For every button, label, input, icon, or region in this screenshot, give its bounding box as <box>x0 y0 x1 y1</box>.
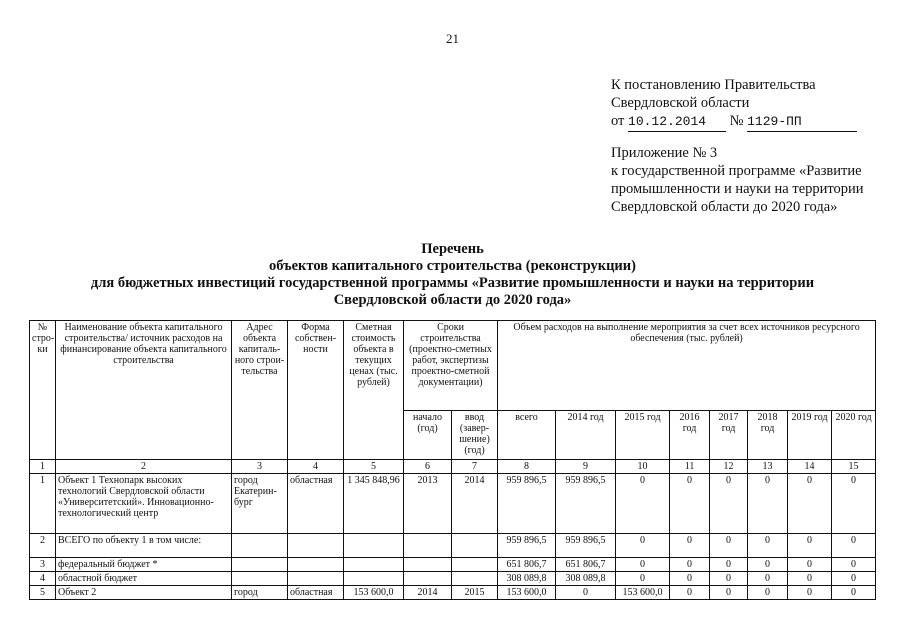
row-2016: 0 <box>670 586 710 600</box>
row-num: 3 <box>30 558 56 572</box>
row-2018: 0 <box>748 572 788 586</box>
row-start <box>404 558 452 572</box>
table-header <box>30 321 876 474</box>
row-end: 2015 <box>452 586 498 600</box>
row-name: федеральный бюджет * <box>56 558 232 572</box>
column-number: 12 <box>710 460 748 474</box>
row-2017: 0 <box>710 572 748 586</box>
row-2018: 0 <box>748 474 788 534</box>
row-end <box>452 534 498 558</box>
row-2018: 0 <box>748 586 788 600</box>
row-2019: 0 <box>788 474 832 534</box>
decree-line-1: К постановлению Правительства <box>611 77 816 93</box>
row-2020: 0 <box>832 534 876 558</box>
header-2014: 2014 год <box>556 411 616 460</box>
table-row <box>30 558 876 572</box>
row-end <box>452 558 498 572</box>
row-2015: 0 <box>616 534 670 558</box>
row-2019: 0 <box>788 534 832 558</box>
decree-date-line <box>611 112 857 132</box>
row-num: 1 <box>30 474 56 534</box>
document-title <box>50 241 855 309</box>
column-number: 11 <box>670 460 710 474</box>
header-2016: 2016 год <box>670 411 710 460</box>
column-number: 5 <box>344 460 404 474</box>
row-address <box>232 572 288 586</box>
row-name: Объект 2 <box>56 586 232 600</box>
row-2020: 0 <box>832 586 876 600</box>
table-body <box>30 474 876 600</box>
column-number: 14 <box>788 460 832 474</box>
row-start <box>404 572 452 586</box>
header-cost: Сметная стоимость объекта в текущих ценах (тыс. рублей) <box>344 321 404 460</box>
column-number: 6 <box>404 460 452 474</box>
column-number: 15 <box>832 460 876 474</box>
header-name: Наименование объекта капитального строительства/ источник расходов на финансирование объекта капитального строительства <box>56 321 232 460</box>
column-number: 13 <box>748 460 788 474</box>
row-cost <box>344 534 404 558</box>
row-2018: 0 <box>748 558 788 572</box>
column-number-row <box>30 460 876 474</box>
row-2017: 0 <box>710 534 748 558</box>
row-total: 959 896,5 <box>498 534 556 558</box>
table-row <box>30 474 876 534</box>
row-end: 2014 <box>452 474 498 534</box>
header-num: № стро-ки <box>30 321 56 460</box>
column-number: 4 <box>288 460 344 474</box>
row-cost: 153 600,0 <box>344 586 404 600</box>
page-number: 21 <box>446 31 459 46</box>
column-number: 2 <box>56 460 232 474</box>
header-commission: ввод (завер-шение) (год) <box>452 411 498 460</box>
row-ownership <box>288 558 344 572</box>
header-2019: 2019 год <box>788 411 832 460</box>
row-2017: 0 <box>710 474 748 534</box>
row-name: Объект 1 Технопарк высоких технологий Свердловской области «Университетский». Инновационно-технологический центр <box>56 474 232 534</box>
row-ownership: областная <box>288 586 344 600</box>
row-cost <box>344 572 404 586</box>
row-start: 2014 <box>404 586 452 600</box>
header-2015: 2015 год <box>616 411 670 460</box>
column-number: 8 <box>498 460 556 474</box>
row-2014: 959 896,5 <box>556 474 616 534</box>
row-num: 5 <box>30 586 56 600</box>
row-2014: 308 089,8 <box>556 572 616 586</box>
header-volume: Объем расходов на выполнение мероприятия за счет всех источников ресурсного обеспечения (тыс. рублей) <box>498 321 876 411</box>
row-end <box>452 572 498 586</box>
row-ownership <box>288 534 344 558</box>
decree-number: 1129-ПП <box>747 114 802 129</box>
table-row <box>30 586 876 600</box>
row-2014: 651 806,7 <box>556 558 616 572</box>
title-line-4: Свердловской области до 2020 года» <box>333 292 572 308</box>
row-2014: 0 <box>556 586 616 600</box>
decree-number-prefix: № <box>729 113 744 129</box>
row-total: 959 896,5 <box>498 474 556 534</box>
row-start: 2013 <box>404 474 452 534</box>
row-2015: 0 <box>616 474 670 534</box>
appendix-line-2: к государственной программе «Развитие промышленности и науки на территории Свердловской области до 2020 года» <box>611 163 864 215</box>
row-ownership: областная <box>288 474 344 534</box>
row-ownership <box>288 572 344 586</box>
row-2020: 0 <box>832 558 876 572</box>
title-line-3: для бюджетных инвестиций государственной программы «Развитие промышленности и науки на территории <box>90 275 815 291</box>
header-terms: Сроки строительства (проектно-сметных работ, экспертизы проектно-сметной документации) <box>404 321 498 411</box>
row-address <box>232 558 288 572</box>
row-name: областной бюджет <box>56 572 232 586</box>
column-number: 10 <box>616 460 670 474</box>
row-2020: 0 <box>832 572 876 586</box>
decree-line-2: Свердловской области <box>611 95 750 111</box>
row-2016: 0 <box>670 474 710 534</box>
row-2016: 0 <box>670 558 710 572</box>
column-number: 1 <box>30 460 56 474</box>
row-address: город Екатерин-бург <box>232 474 288 534</box>
row-2015: 0 <box>616 558 670 572</box>
decree-date-prefix: от <box>611 113 625 129</box>
row-num: 2 <box>30 534 56 558</box>
row-address: город <box>232 586 288 600</box>
row-2014: 959 896,5 <box>556 534 616 558</box>
header-2020: 2020 год <box>832 411 876 460</box>
column-number: 9 <box>556 460 616 474</box>
column-number: 7 <box>452 460 498 474</box>
row-2019: 0 <box>788 586 832 600</box>
decree-date: 10.12.2014 <box>628 114 707 129</box>
row-cost <box>344 558 404 572</box>
header-total: всего <box>498 411 556 460</box>
row-2016: 0 <box>670 572 710 586</box>
row-2015: 153 600,0 <box>616 586 670 600</box>
row-address <box>232 534 288 558</box>
table-row <box>30 572 876 586</box>
header-address: Адрес объекта капиталь-ного строи-тельства <box>232 321 288 460</box>
row-name: ВСЕГО по объекту 1 в том числе: <box>56 534 232 558</box>
objects-table <box>29 320 876 600</box>
row-2018: 0 <box>748 534 788 558</box>
title-line-1: Перечень <box>421 241 484 257</box>
row-2016: 0 <box>670 534 710 558</box>
header-ownership: Форма собствен-ности <box>288 321 344 460</box>
table-row <box>30 534 876 558</box>
title-line-2: объектов капитального строительства (реконструкции) <box>269 258 636 274</box>
row-num: 4 <box>30 572 56 586</box>
header-2018: 2018 год <box>748 411 788 460</box>
row-2017: 0 <box>710 586 748 600</box>
appendix-line-1: Приложение № 3 <box>611 145 718 161</box>
column-number: 3 <box>232 460 288 474</box>
appendix-block <box>611 144 896 216</box>
row-2019: 0 <box>788 572 832 586</box>
row-2015: 0 <box>616 572 670 586</box>
header-2017: 2017 год <box>710 411 748 460</box>
row-2019: 0 <box>788 558 832 572</box>
decree-block <box>611 76 857 132</box>
row-2017: 0 <box>710 558 748 572</box>
row-total: 308 089,8 <box>498 572 556 586</box>
row-2020: 0 <box>832 474 876 534</box>
row-total: 153 600,0 <box>498 586 556 600</box>
header-start: начало (год) <box>404 411 452 460</box>
row-cost: 1 345 848,96 <box>344 474 404 534</box>
row-start <box>404 534 452 558</box>
row-total: 651 806,7 <box>498 558 556 572</box>
